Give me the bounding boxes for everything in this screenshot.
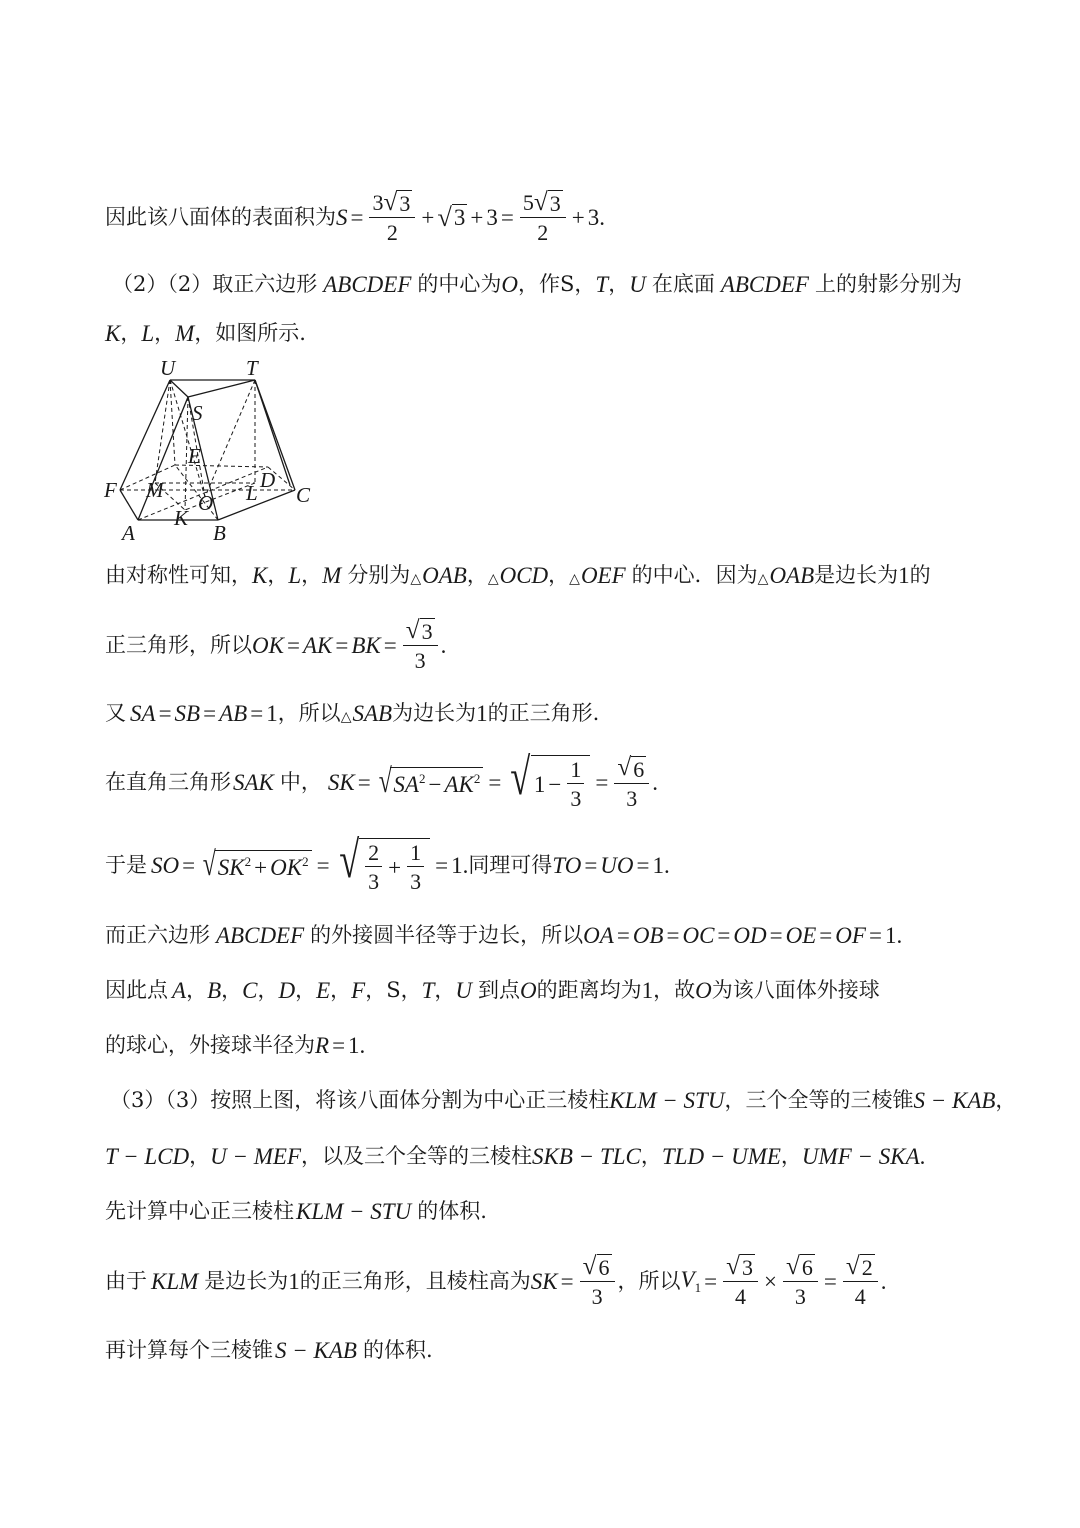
label-T: T bbox=[246, 356, 258, 380]
label-E: E bbox=[188, 444, 201, 468]
hexagon-name: ABCDEF bbox=[323, 272, 412, 297]
text-line-5: 正三角形，所以 OK = AK = BK = √ 3 3 . bbox=[105, 616, 447, 674]
line16-t2: 的体积. bbox=[362, 1338, 433, 1362]
pyramid-S-KAB-2: S − KAB bbox=[275, 1338, 357, 1363]
line4-t1: 由对称性可知， bbox=[105, 563, 252, 587]
label-C: C bbox=[296, 483, 311, 507]
text-line-1 bbox=[105, 190, 605, 244]
triangle-KLM: KLM bbox=[151, 1268, 199, 1294]
line15-t3: 的正三角形，且棱柱高为 bbox=[299, 1268, 531, 1293]
sqrt-SA2-AK2: √ $SA^2$ − $AK^2$ bbox=[376, 767, 484, 798]
text-line-14 bbox=[105, 1200, 487, 1223]
line2-prefix: （2）（2）取正六边形 bbox=[112, 272, 318, 296]
line4-t5: 的 bbox=[909, 563, 931, 587]
line15-t4: ，所以 bbox=[617, 1268, 681, 1293]
line10-t6: 为该八面体外接球 bbox=[711, 978, 880, 1002]
text-line-11: 的球心，外接球半径为 R = 1. bbox=[105, 1033, 366, 1058]
line15-t2: 是边长为 bbox=[204, 1268, 289, 1293]
sqrt-3: √ 3 bbox=[437, 201, 466, 232]
text-line-13: T − LCD ， U − MEF ，以及三个全等的三棱柱 SKB − TLC ， TLD − UME ， UMF − SKA . bbox=[105, 1144, 926, 1169]
sqrt-two-thirds-plus-third: √ $\frac{2}{3}$ + $\frac{1}{3}$ bbox=[335, 838, 431, 893]
text-line-2 bbox=[112, 273, 962, 296]
label-M: M bbox=[146, 478, 164, 502]
line12-t1: （3）（3）按照上图，将该八面体分割为中心正三棱柱 bbox=[110, 1088, 610, 1112]
line2-t1: 的中心为 bbox=[417, 272, 502, 296]
line12-t2: ，三个全等的三棱锥 bbox=[724, 1088, 914, 1112]
line13-t1: ，以及三个全等的三棱柱 bbox=[301, 1144, 533, 1168]
line7-t2: 中， bbox=[279, 770, 322, 795]
line8-t2: 同理可得 bbox=[468, 853, 553, 878]
text-line-6: 又 SA = SB = AB = 1 ，所以 △SAB 为边长为 1 的正三角形. bbox=[105, 701, 600, 726]
point-U: U bbox=[629, 272, 646, 297]
point-K: K bbox=[105, 321, 121, 346]
text-line-16 bbox=[105, 1339, 433, 1362]
line5-t1: 正三角形，所以 bbox=[105, 632, 252, 657]
label-A: A bbox=[122, 521, 135, 545]
prism-SKB-TLC: SKB − TLC bbox=[532, 1144, 641, 1169]
line6-t2: ，所以 bbox=[277, 701, 341, 725]
edge-UE bbox=[170, 380, 175, 465]
line14-t1: 先计算中心正三棱柱 bbox=[105, 1199, 294, 1223]
pyramid-S-KAB: S − KAB bbox=[913, 1088, 996, 1113]
label-U: U bbox=[160, 356, 176, 380]
frac-5sqrt3-over-2: 5 √ 3 2 bbox=[520, 190, 566, 244]
line6-t1: 又 bbox=[105, 701, 126, 725]
text-line-9: 而正六边形 ABCDEF 的外接圆半径等于边长，所以 OA = OB = OC = OD = OE = OF = 1. bbox=[105, 923, 903, 948]
frac-sqrt6-over-3: √ 6 3 bbox=[614, 755, 649, 809]
line4-t2: 分别为 bbox=[347, 563, 411, 587]
line4-t3: 的中心．因为 bbox=[631, 563, 758, 587]
line2-t2: ，作S， bbox=[518, 272, 596, 296]
line10-t3: 到点 bbox=[478, 978, 521, 1002]
label-B: B bbox=[213, 521, 226, 545]
prism-KLM-STU-2: KLM − STU bbox=[296, 1199, 412, 1224]
line10-t2: ，S， bbox=[365, 978, 422, 1002]
line6-t3: 为边长为 bbox=[392, 701, 477, 725]
point-M: M bbox=[322, 563, 342, 588]
triangle-OAB-2: OAB bbox=[769, 563, 815, 588]
line-TO bbox=[205, 380, 255, 497]
edge-UF bbox=[120, 380, 170, 490]
op-plus: + bbox=[470, 204, 484, 230]
hexagon-name-2: ABCDEF bbox=[720, 272, 809, 297]
line10-t5: ，故 bbox=[653, 978, 696, 1002]
point-K: K bbox=[252, 563, 268, 588]
edge-TS bbox=[188, 380, 255, 397]
triangle-OAB: OAB bbox=[422, 563, 467, 588]
label-F: F bbox=[104, 478, 117, 502]
num-1: 1 bbox=[898, 563, 910, 588]
line11-t1: 的球心，外接球半径为 bbox=[105, 1033, 315, 1057]
point-O: O bbox=[501, 272, 519, 297]
op-eq: = bbox=[500, 204, 514, 230]
triangle-OCD: OCD bbox=[499, 563, 549, 588]
octahedron-diagram bbox=[100, 355, 330, 550]
num-3: 3 bbox=[486, 204, 498, 230]
prism-KLM-STU: KLM − STU bbox=[609, 1088, 725, 1113]
num-3-end: 3. bbox=[587, 204, 605, 230]
line-LK bbox=[185, 483, 255, 510]
line8-t1: 于是 bbox=[105, 853, 147, 878]
triangle-SAK: SAK bbox=[233, 770, 274, 796]
edge-FA bbox=[120, 490, 138, 520]
prism-UMF-SKA: UMF − SKA bbox=[801, 1144, 920, 1169]
line6-t4: 的正三角形. bbox=[487, 701, 600, 725]
prism-TLD-UME: TLD − UME bbox=[661, 1144, 781, 1169]
line1-text: 因此该八面体的表面积为 bbox=[105, 204, 336, 229]
text-line-8: 于是 SO = √ $SK^2$ + $OK^2$ = √ $\frac{2}{3}$ + $\frac{1}{3}$ = 1. 同理可得 TO = UO = 1. bbox=[105, 832, 670, 895]
line15-t1: 由于 bbox=[105, 1268, 147, 1293]
pyramid-U-MEF: U − MEF bbox=[210, 1144, 302, 1169]
line10-t4: 的距离均为 bbox=[536, 978, 642, 1002]
point-L: L bbox=[141, 321, 155, 346]
line3-text: ，如图所示. bbox=[194, 321, 306, 345]
point-L: L bbox=[288, 563, 302, 588]
op-plus: + bbox=[421, 204, 435, 230]
line9-t2: 的外接圆半径等于边长，所以 bbox=[310, 923, 584, 947]
line9-t1: 而正六边形 bbox=[105, 923, 210, 947]
label-K: K bbox=[174, 506, 189, 530]
line2-t4: 上的射影分别为 bbox=[814, 272, 962, 296]
frac-sqrt3-over-3: √ 3 3 bbox=[403, 618, 438, 672]
text-line-3: K ， L ， M ，如图所示. bbox=[105, 321, 306, 346]
label-S: S bbox=[192, 401, 203, 425]
hexagon-name-3: ABCDEF bbox=[216, 923, 305, 948]
line2-sep: ， bbox=[608, 272, 630, 296]
text-line-15: 由于 KLM 是边长为 1 的正三角形，且棱柱高为 SK = √ 6 3 ，所以 $V_1$ = √ 3 4 × √ 6 3 = √ 2 4 . bbox=[105, 1252, 887, 1310]
text-line-7: 在直角三角形 SAK 中， SK = √ $SA^2$ − $AK^2$ = √ 1 − $\frac{1}{3}$ = √ 6 3 . bbox=[105, 749, 658, 812]
sqrt-SK2-OK2: √ $SK^2$ + $OK^2$ bbox=[200, 850, 311, 881]
triangle-OEF: OEF bbox=[580, 563, 626, 588]
text-line-10: 因此点 A ， B ， C ， D ， E ， F ，S， T ， U 到点 O 的距离均为 1 ，故 O 为该八面体外接球 bbox=[105, 978, 880, 1003]
point-T: T bbox=[595, 272, 609, 297]
line16-t1: 再计算每个三棱锥 bbox=[105, 1338, 273, 1362]
sqrt-1-minus-third: √ 1 − $\frac{1}{3}$ bbox=[506, 755, 590, 810]
label-O: O bbox=[198, 491, 214, 515]
line2-t3: 在底面 bbox=[651, 272, 715, 296]
line10-t1: 因此点 bbox=[105, 978, 168, 1002]
op-eq: = bbox=[350, 204, 364, 230]
math-S: S bbox=[336, 204, 348, 230]
point-M: M bbox=[175, 321, 195, 346]
text-line-4: 由对称性可知， K ， L ， M 分别为 △OAB ， △OCD ， △OEF 的中心．因为 △OAB 是边长为 1 的 bbox=[105, 563, 931, 588]
line4-t4: 是边长为 bbox=[814, 563, 899, 587]
pyramid-T-LCD: T − LCD bbox=[105, 1144, 190, 1169]
text-line-12: （3）（3）按照上图，将该八面体分割为中心正三棱柱 KLM − STU ，三个全等的三棱锥 S − KAB ， bbox=[110, 1088, 1017, 1113]
label-D: D bbox=[260, 468, 276, 492]
frac-3sqrt3-over-2: 3 √ 3 2 bbox=[369, 190, 415, 244]
label-L: L bbox=[246, 481, 258, 505]
op-plus: + bbox=[571, 204, 585, 230]
triangle-SAB: SAB bbox=[352, 701, 393, 726]
line14-t2: 的体积. bbox=[417, 1199, 487, 1223]
line7-t1: 在直角三角形 bbox=[105, 770, 231, 795]
